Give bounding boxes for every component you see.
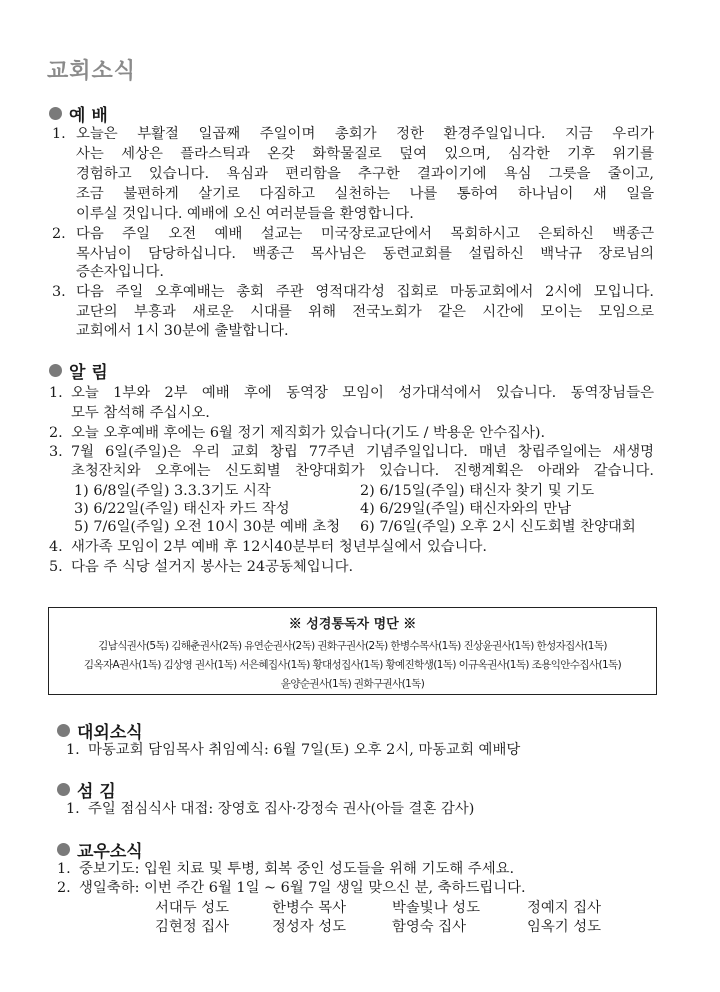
- bible-readers-line: 김옥자A권사(1독) 김상영 권사(1독) 서은혜집사(1독) 황대성집사(1독) 황예진학생(1독) 이규옥권사(1독) 조용익안수집사(1독): [83, 659, 622, 671]
- notice-heading-label: 알 림: [69, 363, 108, 383]
- item-number: 2.: [49, 425, 63, 441]
- item-number: 3.: [49, 444, 63, 460]
- item-number: 2.: [57, 880, 71, 896]
- bullet-dot-icon: [49, 107, 62, 120]
- item-text-line: 초청잔치와 오후에는 신도회별 찬양대회가 있습니다. 진행계획은 아래와 같습니다.: [71, 463, 654, 479]
- birthday-name: 서대두 성도: [155, 900, 230, 916]
- schedule-entry: 4) 6/29일(주일) 태신자와의 만남: [360, 501, 572, 517]
- item-text-line: 생일축하: 이번 주간 6월 1일 ~ 6월 7일 생일 맞으신 분, 축하드립니다.: [79, 880, 526, 896]
- bullet-dot-icon: [57, 724, 70, 737]
- bullet-dot-icon: [49, 364, 62, 377]
- schedule-entry: 2) 6/15일(주일) 태신자 찾기 및 기도: [360, 483, 595, 499]
- item-number: 2.: [52, 226, 66, 242]
- page-title: 교회소식: [47, 58, 137, 84]
- item-text-line: 다음 주일 오후예배는 총회 주관 영적대각성 집회로 마동교회에서 2시에 모입니다.: [76, 284, 654, 300]
- item-text-line: 사는 세상은 플라스틱과 온갖 화학물질로 덮여 있으며, 심각한 기후 위기를: [76, 146, 654, 162]
- birthday-name: 김현정 집사: [155, 919, 230, 935]
- birthday-name: 정성자 성도: [272, 919, 347, 935]
- item-text-line: 주일 점심식사 대접: 장영호 집사·강정숙 권사(아들 결혼 감사): [88, 801, 475, 817]
- bible-readers-title: ※ 성경통독자 명단 ※: [288, 617, 417, 632]
- item-text-line: 모두 참석해 주십시오.: [71, 405, 210, 421]
- bible-readers-line: 윤양순권사(1독) 권화구권사(1독): [280, 678, 425, 690]
- item-text-line: 오늘 오후예배 후에는 6월 정기 제직회가 있습니다(기도 / 박용운 안수집사).: [71, 425, 546, 441]
- members-heading: [57, 837, 143, 862]
- notice-heading: [49, 358, 108, 383]
- item-text-line: 교회에서 1시 30분에 출발합니다.: [76, 323, 289, 339]
- worship-heading-label: 예 배: [69, 106, 108, 126]
- item-text-line: 이루실 것입니다. 예배에 오신 여러분들을 환영합니다.: [76, 206, 414, 222]
- birthday-name: 함영숙 집사: [392, 919, 467, 935]
- birthday-name: 한병수 목사: [272, 900, 347, 916]
- item-text-line: 목사님이 담당하십니다. 백종근 목사님은 동련교회를 설립하신 백낙규 장로님의: [76, 246, 654, 262]
- bullet-dot-icon: [57, 783, 70, 796]
- item-number: 4.: [49, 539, 63, 555]
- item-text-line: 조금 불편하게 살기로 다짐하고 실천하는 나를 통하여 하나님이 새 일을: [76, 186, 654, 202]
- birthday-name: 박솔빛나 성도: [392, 900, 480, 916]
- schedule-entry: 6) 7/6일(주일) 오후 2시 신도회별 찬양대회: [360, 519, 636, 535]
- item-text-line: 새가족 모임이 2부 예배 후 12시40분부터 청년부실에서 있습니다.: [71, 539, 488, 555]
- item-text-line: 교단의 부흥과 새로운 시대를 위해 전국노회가 같은 시간에 모이는 모임으로: [76, 304, 654, 320]
- item-text-line: 다음 주 식당 설거지 봉사는 24공동체입니다.: [71, 559, 354, 575]
- bible-readers-line: 김남식권사(5독) 김해춘권사(2독) 유연순권사(2독) 권화구권사(2독) 한병수목사(1독) 진상윤권사(1독) 한성자집사(1독): [98, 640, 607, 652]
- item-number: 1.: [57, 861, 71, 877]
- item-number: 5.: [49, 559, 63, 575]
- birthday-name: 임옥기 성도: [527, 919, 602, 935]
- item-number: 3.: [52, 284, 66, 300]
- item-number: 1.: [66, 801, 80, 817]
- bullet-dot-icon: [57, 843, 70, 856]
- external-heading: [57, 718, 143, 743]
- item-text-line: 경험하고 있습니다. 욕심과 편리함을 추구한 결과이기에 욕심 그릇을 줄이고,: [76, 166, 654, 182]
- schedule-entry: 1) 6/8일(주일) 3.3.3기도 시작: [74, 483, 271, 499]
- item-text-line: 마동교회 담임목사 취임예식: 6월 7일(토) 오후 2시, 마동교회 예배당: [88, 742, 521, 758]
- item-text-line: 다음 주일 오전 예배 설교는 미국장로교단에서 목회하시고 은퇴하신 백종근: [76, 226, 654, 242]
- bible-readers-box: [48, 607, 657, 695]
- service-heading: [57, 777, 116, 802]
- item-number: 1.: [52, 126, 66, 142]
- item-number: 1.: [66, 742, 80, 758]
- members-heading-label: 교우소식: [77, 842, 143, 862]
- item-text-line: 오늘 1부와 2부 예배 후에 동역장 모임이 성가대석에서 있습니다. 동역장님들은: [71, 385, 654, 401]
- item-text-line: 증손자입니다.: [76, 264, 164, 280]
- item-number: 1.: [49, 385, 63, 401]
- worship-heading: [49, 101, 108, 126]
- item-text-line: 오늘은 부활절 일곱째 주일이며 총회가 정한 환경주일입니다. 지금 우리가: [76, 126, 654, 142]
- birthday-name: 정예지 집사: [527, 900, 602, 916]
- service-heading-label: 섬 김: [77, 782, 116, 802]
- schedule-entry: 3) 6/22일(주일) 태신자 카드 작성: [74, 501, 290, 517]
- item-text-line: 중보기도: 입원 치료 및 투병, 회복 중인 성도들을 위해 기도해 주세요.: [79, 861, 515, 877]
- schedule-entry: 5) 7/6일(주일) 오전 10시 30분 예배 초청: [74, 519, 341, 535]
- external-heading-label: 대외소식: [77, 723, 143, 743]
- item-text-line: 7월 6일(주일)은 우리 교회 창립 77주년 기념주일입니다. 매년 창립주일에는 새생명: [71, 444, 654, 460]
